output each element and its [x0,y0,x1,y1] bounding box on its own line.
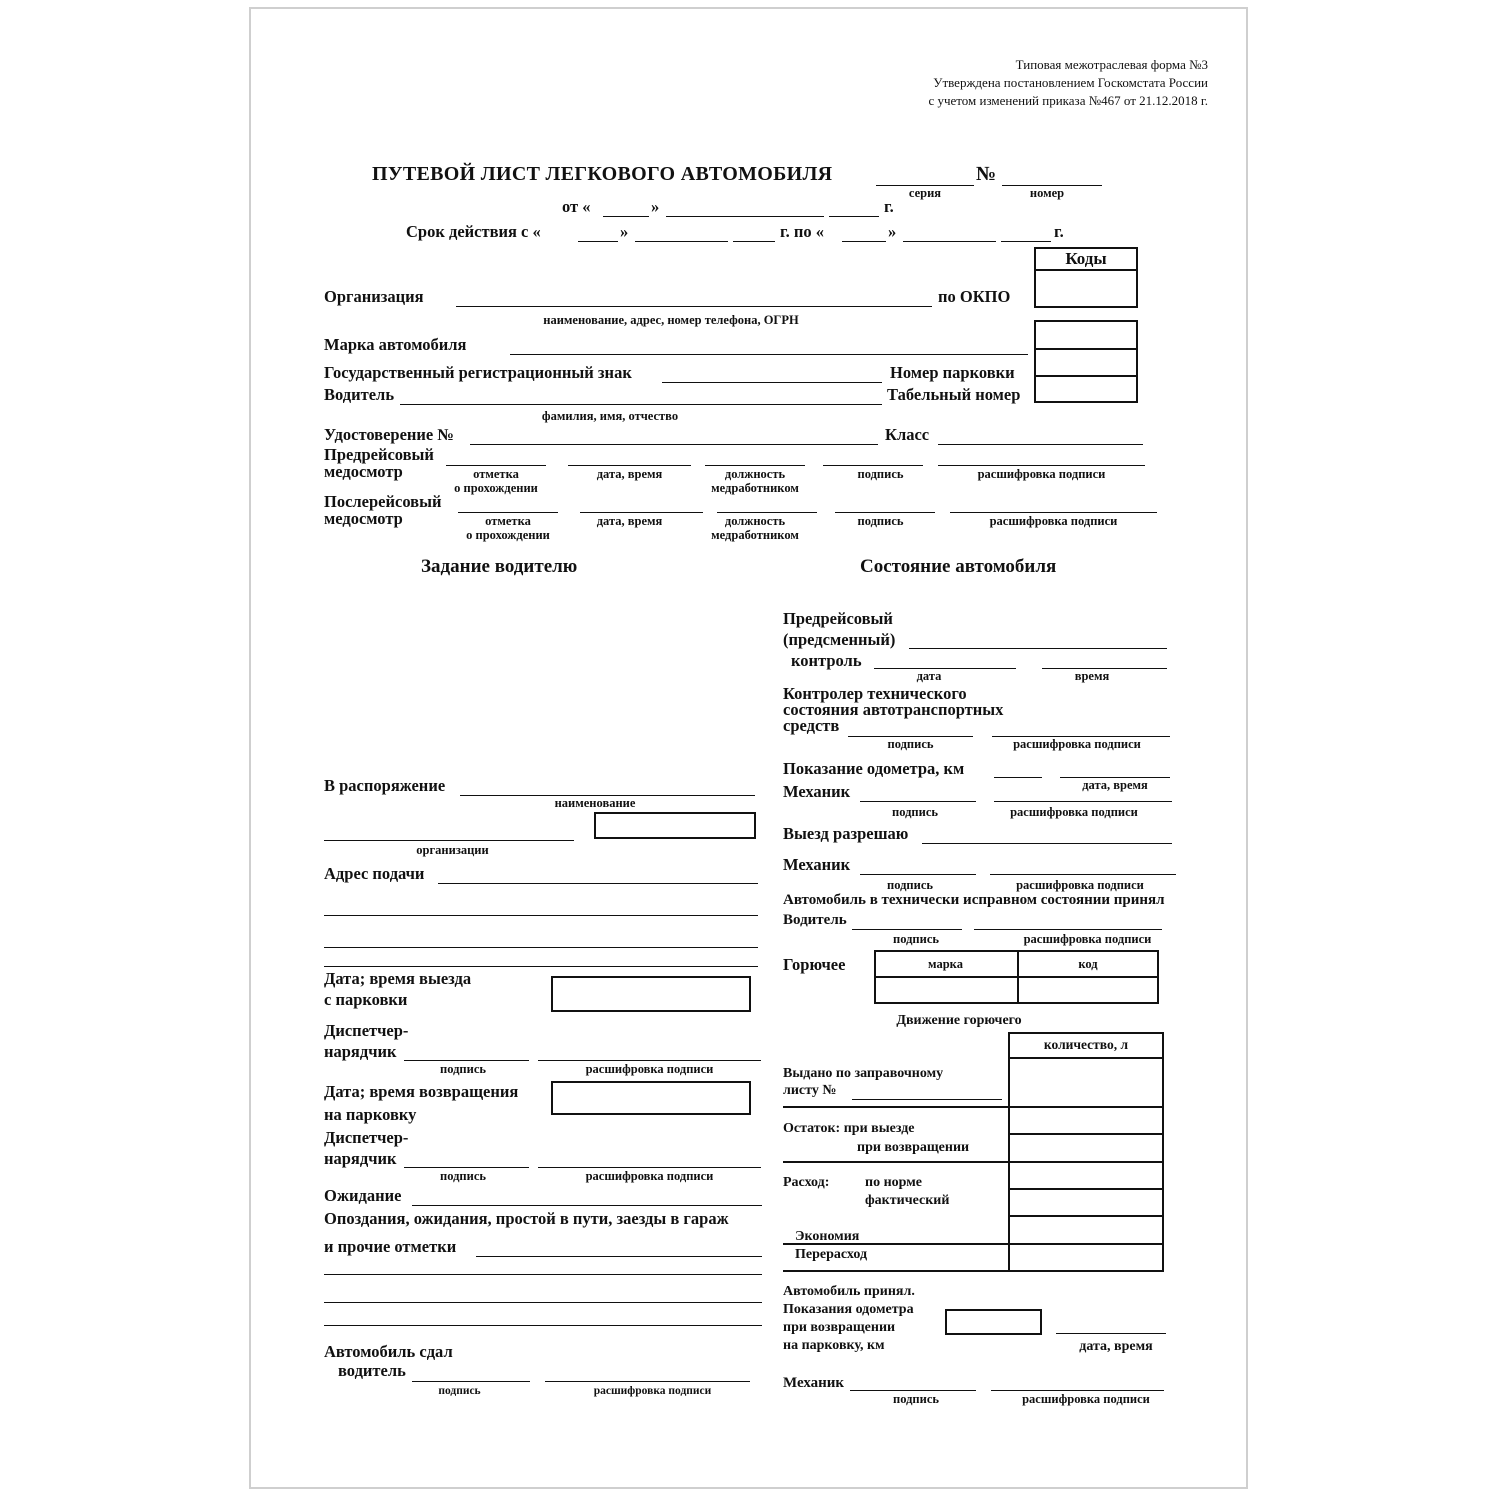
form-header [928,56,1208,110]
return-line-1: Дата; время возвращения [324,1082,519,1101]
mechanic-1-label: Механик [783,782,851,801]
class-label: Класс [885,425,930,444]
post-medical-decoding-field[interactable] [950,512,1157,513]
post-datetime-caption: дата, время [596,514,663,528]
other-marks-field-3[interactable] [324,1302,762,1303]
dispatcher-2-decoding-field[interactable] [538,1167,761,1168]
validity-from-year[interactable] [733,241,775,242]
pre-decoding-caption: расшифровка подписи [977,467,1106,481]
address-field-3[interactable] [324,947,758,948]
car-accepted-line-2: Показания одометра [783,1302,914,1317]
pre-medical-label [324,446,434,480]
dispatcher-1-signature-field[interactable] [404,1060,529,1061]
accepted-decoding-field[interactable] [974,929,1162,930]
post-position-caption [700,514,810,542]
validity-label: Срок действия с « [406,222,541,241]
departure-datetime-box[interactable] [551,976,751,1012]
pre-control-line-2: (предсменный) [783,630,896,649]
accepted-signature-field[interactable] [852,929,962,930]
fuel-code-cell[interactable] [1019,978,1157,1002]
pre-mark-caption-1: отметка [473,467,519,481]
address-field-2[interactable] [324,915,758,916]
dispatcher-2-line-1: Диспетчер- [324,1128,409,1147]
pre-medical-signature-field[interactable] [823,465,923,466]
by-norm-label: по норме [865,1175,922,1190]
validity-to-label: г. по « [780,222,825,241]
pre-position-caption [700,467,810,495]
post-medical-label [324,493,441,527]
other-marks-field-4[interactable] [324,1325,762,1326]
personnel-code-box[interactable] [1034,375,1138,403]
post-mark-caption [458,514,558,542]
validity-year-suffix: г. [1054,222,1064,241]
pre-control-time-caption: время [1074,669,1110,683]
number-sign: № [976,163,997,185]
number-caption: номер [1029,186,1065,200]
class-field[interactable] [938,444,1143,445]
car-brand-label: Марка автомобиля [324,335,467,354]
remainder-return-label: при возвращении [857,1140,970,1155]
disposal-org-caption: организации [416,843,489,857]
personnel-no-label: Табельный номер [887,385,1021,404]
driver-label: Водитель [324,385,395,404]
mechanic-2-label: Механик [783,855,851,874]
reg-plate-label: Государственный регистрационный знак [324,363,632,382]
license-field[interactable] [470,444,878,445]
issued-label [783,1065,943,1099]
controller-decoding-caption: расшифровка подписи [1013,737,1141,751]
dispatcher-1-decoding-caption: расшифровка подписи [585,1062,714,1076]
parking-code-box[interactable] [1034,348,1138,377]
issued-line-2: листу № [783,1083,837,1098]
mechanic-2-decoding-caption: расшифровка подписи [1016,878,1144,892]
org-field[interactable] [456,306,932,307]
accepted-signature-caption: подпись [893,932,939,946]
reg-plate-field[interactable] [662,382,882,383]
pre-control-label [783,608,895,671]
handed-decoding-caption: расшифровка подписи [593,1385,712,1397]
parking-no-label: Номер парковки [890,363,1015,382]
post-mark-caption-2: о прохождении [466,528,550,542]
return-label [324,1080,518,1126]
org-label: Организация [324,287,424,306]
mechanic-2-decoding-field[interactable] [990,874,1176,875]
validity-quote-close: » [620,222,629,241]
pre-control-line-3: контроль [791,651,862,670]
validity-from-month[interactable] [635,241,728,242]
car-accepted-line-1: Автомобиль принял. [783,1284,915,1299]
return-datetime-box[interactable] [551,1081,751,1115]
post-decoding-caption: расшифровка подписи [989,514,1118,528]
dispatcher-1-line-2: нарядчик [324,1042,397,1061]
address-label: Адрес подачи [324,864,425,883]
exit-allowed-field[interactable] [922,843,1172,844]
validity-from-day[interactable] [578,241,618,242]
mechanic-3-decoding-field[interactable] [991,1390,1164,1391]
return-datetime-field[interactable] [1056,1333,1166,1334]
overuse-cell[interactable] [1010,1245,1162,1269]
odometer-label: Показание одометра, км [783,759,965,778]
exit-allowed-label: Выезд разрешаю [783,824,909,843]
pre-medical-line-1: Предрейсовый [324,445,434,464]
return-datetime-caption: дата, время [1079,1339,1153,1354]
page-title: ПУТЕВОЙ ЛИСТ ЛЕГКОВОГО АВТОМОБИЛЯ [372,163,833,185]
handed-line-1: Автомобиль сдал [324,1342,453,1361]
accepted-driver-label: Водитель [783,912,847,928]
pre-control-field[interactable] [909,648,1167,649]
remainder-return-cell[interactable] [1010,1135,1162,1159]
post-medical-mark-field[interactable] [458,512,558,513]
post-position-caption-2: медработником [711,528,799,542]
car-brand-field[interactable] [510,354,1028,355]
other-marks-field-2[interactable] [324,1274,762,1275]
address-field-1[interactable] [438,883,758,884]
consumption-sub [865,1174,949,1210]
handed-signature-field[interactable] [412,1381,530,1382]
controller-line-1: Контролер технического [783,684,967,703]
issued-line-1: Выдано по заправочному [783,1066,944,1081]
header-line-3: с учетом изменений приказа №467 от 21.12.2018 г. [928,93,1208,108]
mechanic-3-label: Механик [783,1375,845,1391]
pre-control-date-caption: дата [916,669,942,683]
disposal-code-box[interactable] [594,812,756,839]
dispatcher-2-decoding-caption: расшифровка подписи [585,1169,714,1183]
other-marks-label: и прочие отметки [324,1237,457,1256]
org-caption: наименование, адрес, номер телефона, ОГРН [543,313,799,327]
post-medical-signature-field[interactable] [835,512,935,513]
consumption-actual-cell[interactable] [1010,1190,1162,1214]
date-day-field[interactable] [603,216,649,217]
remainder-label: Остаток: при выезде [783,1121,915,1136]
pre-mark-caption-2: о прохождении [454,481,538,495]
header-line-2: Утверждена постановлением Госкомстата России [933,75,1208,90]
mechanic-3-signature-field[interactable] [850,1390,976,1391]
driver-field[interactable] [400,404,882,405]
date-year-field[interactable] [829,216,879,217]
mechanic-2-signature-field[interactable] [860,874,976,875]
mechanic-1-signature-caption: подпись [892,805,938,819]
departure-line-2: с парковки [324,990,408,1009]
mechanic-1-signature-field[interactable] [860,801,976,802]
pre-medical-mark-field[interactable] [446,465,546,466]
odometer-datetime-caption: дата, время [1082,778,1148,792]
mechanic-1-decoding-caption: расшифровка подписи [1010,805,1138,819]
pre-datetime-caption: дата, время [596,467,663,481]
waiting-field[interactable] [412,1205,762,1206]
year-suffix: г. [884,197,894,216]
remainder-exit-cell[interactable] [1010,1108,1162,1132]
dispatcher-label-2 [324,1127,408,1169]
date-from-label: от « [562,197,591,216]
handed-line-2: водитель [338,1361,406,1380]
pre-signature-caption: подпись [857,467,904,481]
pre-medical-position-field[interactable] [705,465,805,466]
pre-position-caption-2: медработником [711,481,799,495]
okpo-code-box[interactable] [1034,269,1138,308]
driver-task-title: Задание водителю [421,556,578,577]
disposal-name-caption: наименование [554,796,636,810]
handed-label [324,1342,453,1380]
fuel-code-header: код [1078,957,1098,971]
car-accepted-line-3: при возвращении [783,1320,896,1335]
post-signature-caption: подпись [857,514,904,528]
issued-qty-cell[interactable] [1010,1059,1162,1105]
mechanic-1-decoding-field[interactable] [994,801,1172,802]
okpo-label: по ОКПО [938,287,1011,306]
consumption-norm-cell[interactable] [1010,1163,1162,1187]
car-state-title: Состояние автомобиля [860,556,1057,577]
quote-close: » [651,197,660,216]
quantity-header: количество, л [1043,1037,1129,1052]
address-field-4[interactable] [324,966,758,967]
dispatcher-1-decoding-field[interactable] [538,1060,761,1061]
dispatcher-2-signature-caption: подпись [440,1169,486,1183]
post-medical-datetime-field[interactable] [580,512,703,513]
mechanic-2-signature-caption: подпись [887,878,933,892]
codes-header: Коды [1065,249,1107,268]
date-month-field[interactable] [666,216,824,217]
fuel-brand-header: марка [928,957,963,971]
validity-quote-close-2: » [888,222,897,241]
actual-label: фактический [865,1193,950,1208]
disposal-label: В распоряжение [324,776,446,795]
handed-signature-caption: подпись [438,1385,481,1397]
dispatcher-1-line-1: Диспетчер- [324,1021,409,1040]
validity-to-day[interactable] [842,241,886,242]
fuel-label: Горючее [783,955,846,974]
fio-caption: фамилия, имя, отчество [541,409,679,423]
dispatcher-2-signature-field[interactable] [404,1167,529,1168]
controller-label [783,686,1003,734]
row-divider-7 [783,1270,1164,1272]
validity-to-year[interactable] [1001,241,1051,242]
dispatcher-label-1 [324,1020,408,1062]
pre-position-caption-1: должность [724,467,786,481]
mechanic-3-signature-caption: подпись [893,1392,939,1406]
pre-mark-caption [446,467,546,495]
pre-medical-line-2: медосмотр [324,462,403,481]
dispatcher-1-signature-caption: подпись [440,1062,486,1076]
waiting-label: Ожидание [324,1186,402,1205]
controller-line-3: средств [783,716,840,735]
header-line-1: Типовая межотраслевая форма №3 [1015,57,1208,72]
car-accepted-label [783,1283,915,1355]
pre-medical-decoding-field[interactable] [938,465,1145,466]
car-accepted-line-4: на парковку, км [783,1338,885,1353]
controller-signature-caption: подпись [887,737,934,751]
return-line-2: на парковку [324,1105,417,1124]
disposal-org-field[interactable] [324,840,574,841]
odometer-field[interactable] [994,777,1042,778]
post-medical-line-2: медосмотр [324,509,403,528]
accepted-decoding-caption: расшифровка подписи [1023,932,1152,946]
overuse-label: Перерасход [795,1247,868,1262]
post-mark-caption-1: отметка [485,514,531,528]
other-marks-field-1[interactable] [476,1256,762,1257]
fuel-brand-cell[interactable] [876,978,1015,1002]
dispatcher-2-line-2: нарядчик [324,1149,397,1168]
delays-label: Опоздания, ожидания, простой в пути, заезды в гараж [324,1209,729,1228]
mechanic-3-decoding-caption: расшифровка подписи [1022,1392,1150,1406]
post-medical-line-1: Послерейсовый [324,492,442,511]
fuel-movement-title: Движение горючего [896,1013,1022,1028]
validity-to-month[interactable] [903,241,996,242]
departure-line-1: Дата; время выезда [324,969,472,988]
issued-sheet-field[interactable] [852,1099,1002,1100]
post-medical-position-field[interactable] [717,512,817,513]
economy-label: Экономия [795,1229,860,1244]
handed-decoding-field[interactable] [545,1381,750,1382]
series-caption: серия [908,186,942,200]
car-code-box[interactable] [1034,320,1138,350]
departure-label [324,968,471,1010]
accepted-label: Автомобиль в технически исправном состоянии принял [783,892,1165,908]
consumption-label: Расход: [783,1175,830,1190]
license-label: Удостоверение № [324,425,454,444]
post-position-caption-1: должность [724,514,786,528]
economy-cell[interactable] [1010,1217,1162,1242]
pre-control-line-1: Предрейсовый [783,609,893,628]
pre-medical-datetime-field[interactable] [568,465,691,466]
odometer-return-box[interactable] [945,1309,1042,1335]
controller-line-2: состояния автотранспортных [783,700,1004,719]
